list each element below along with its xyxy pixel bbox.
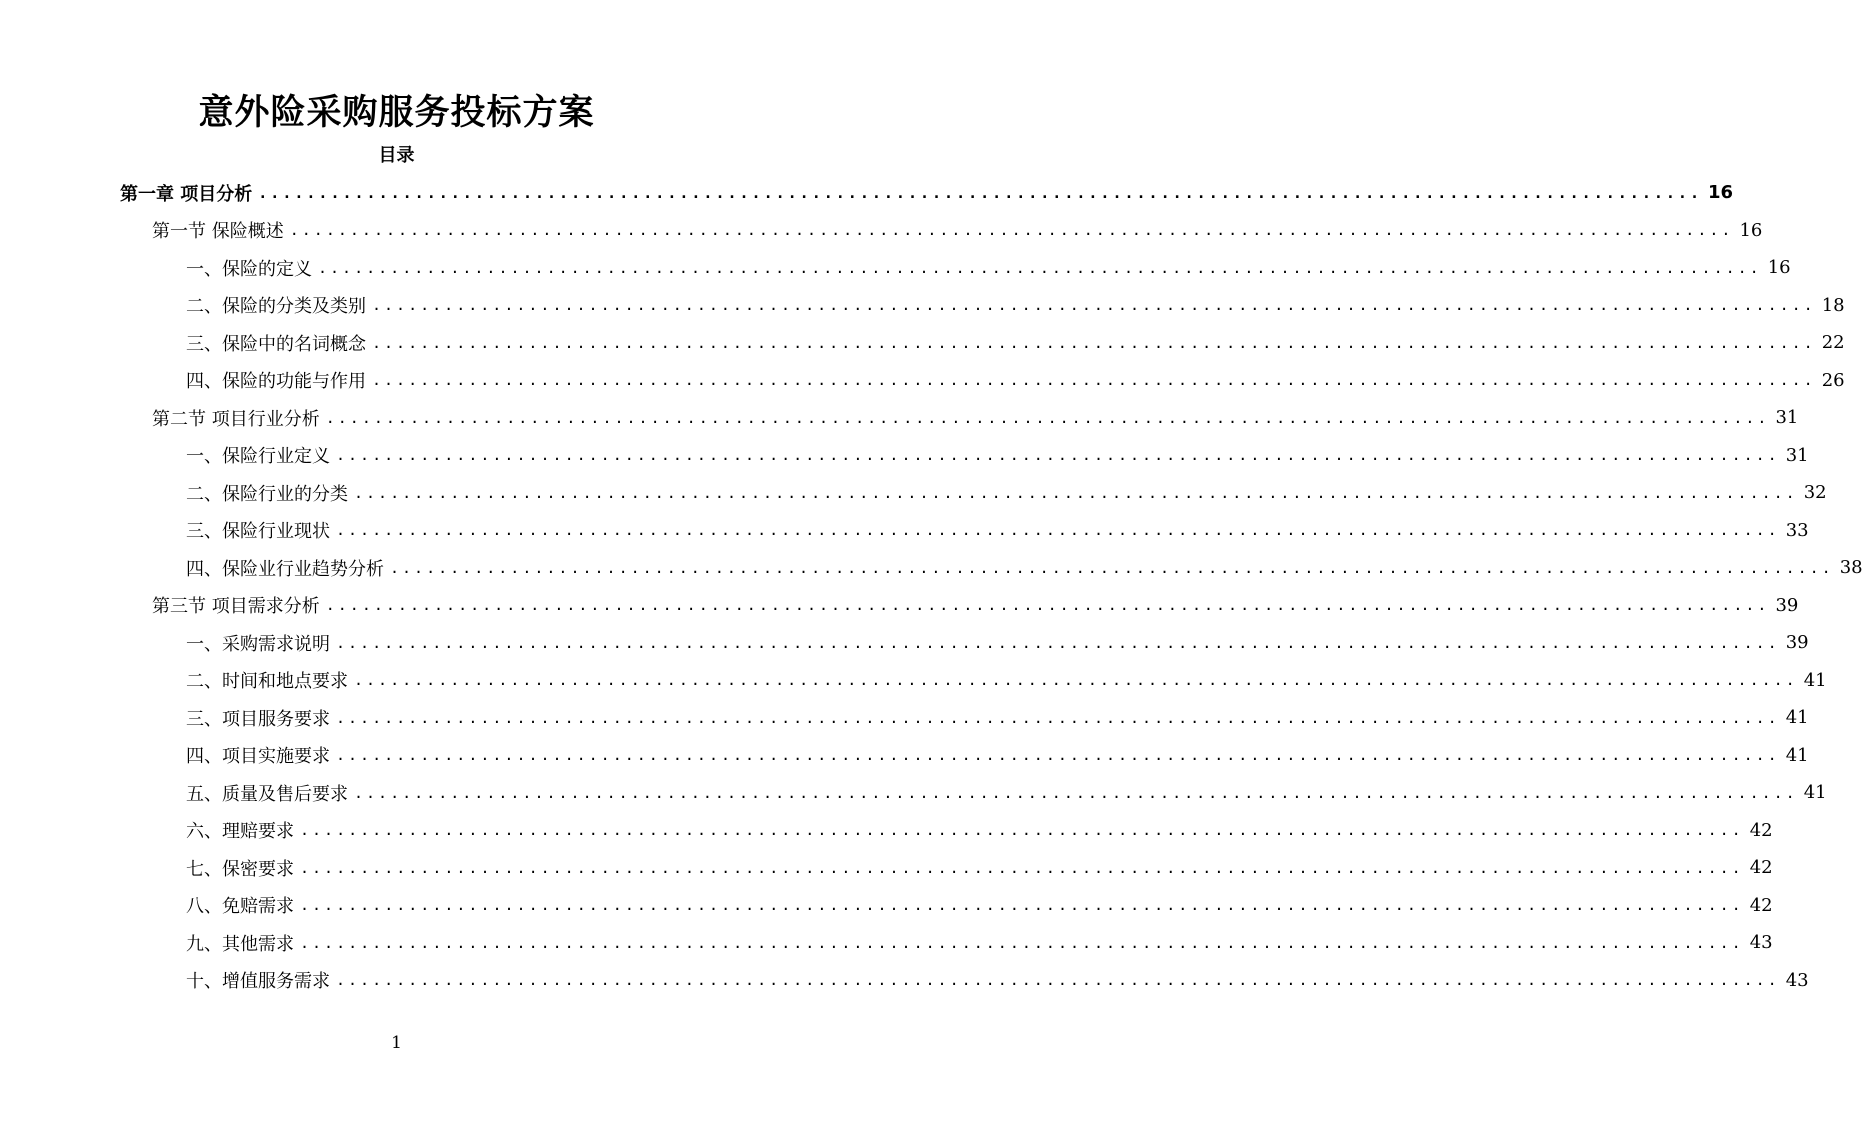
toc-entry-label: 一、保险的定义 [186, 258, 312, 280]
toc-dot-leader: ........................................................................................................................ [372, 333, 1816, 352]
toc-entry[interactable] [0, 437, 1809, 475]
toc-entry-label: 六、理赔要求 [186, 821, 294, 843]
toc-dot-leader: ........................................................................................................................ [336, 746, 1780, 765]
toc-entry-page: 33 [1785, 519, 1809, 541]
toc-entry[interactable] [0, 174, 1734, 212]
toc-entry-page: 42 [1749, 857, 1773, 879]
toc-entry-label: 四、保险业行业趋势分析 [186, 558, 384, 580]
toc-entry-label: 四、保险的功能与作用 [186, 371, 366, 393]
toc-entry[interactable] [0, 212, 1763, 250]
toc-entry[interactable] [0, 549, 1863, 587]
toc-entry-label: 七、保密要求 [186, 858, 294, 880]
toc-entry-label: 二、保险行业的分类 [186, 483, 348, 505]
toc-entry-page: 31 [1785, 444, 1809, 466]
toc-entry-label: 第三节 项目需求分析 [152, 596, 320, 618]
toc-entry-page: 42 [1749, 819, 1773, 841]
toc-entry[interactable] [0, 362, 1845, 400]
toc-dot-leader: ........................................................................................................................ [390, 558, 1834, 577]
toc-entry-page: 39 [1775, 594, 1799, 616]
toc-dot-leader: ........................................................................................................................ [354, 671, 1798, 690]
toc-entry[interactable] [0, 324, 1845, 362]
toc-entry[interactable] [0, 399, 1799, 437]
toc-dot-leader: ........................................................................................................................ [354, 483, 1798, 502]
toc-entry-label: 第一节 保险概述 [152, 221, 284, 243]
toc-entry-page: 38 [1839, 557, 1863, 579]
toc-dot-leader: ........................................................................................................................ [300, 821, 1744, 840]
toc-entry-label: 八、免赔需求 [186, 896, 294, 918]
toc-entry-label: 第一章 项目分析 [120, 183, 253, 205]
toc-dot-leader: ........................................................................................................................ [325, 596, 1770, 615]
page-number: 1 [391, 1033, 402, 1053]
toc-entry-label: 三、保险中的名词概念 [186, 333, 366, 355]
toc-entry-page: 41 [1803, 669, 1827, 691]
toc-heading: 目录 [378, 145, 415, 166]
toc-entry-label: 十、增值服务需求 [186, 971, 330, 993]
toc-entry[interactable] [0, 587, 1799, 625]
toc-entry-label: 四、项目实施要求 [186, 746, 330, 768]
toc-entry[interactable] [0, 512, 1809, 550]
toc-entry[interactable] [0, 924, 1773, 962]
toc-dot-leader: ........................................................................................................................ [336, 633, 1780, 652]
toc-entry[interactable] [0, 737, 1809, 775]
toc-dot-leader: ........................................................................................................................ [336, 971, 1780, 990]
toc-dot-leader: ........................................................................................................................ [258, 183, 1702, 202]
document-title: 意外险采购服务投标方案 [198, 93, 595, 133]
toc-entry-page: 16 [1767, 257, 1791, 279]
toc-entry-page: 41 [1785, 744, 1809, 766]
toc-entry-label: 三、项目服务要求 [186, 708, 330, 730]
toc-entry-page: 16 [1739, 219, 1763, 241]
toc-dot-leader: ........................................................................................................................ [318, 258, 1762, 277]
table-of-contents [0, 174, 1863, 999]
toc-entry-label: 二、时间和地点要求 [186, 671, 348, 693]
toc-entry[interactable] [0, 699, 1809, 737]
toc-dot-leader: ........................................................................................................................ [336, 521, 1780, 540]
toc-entry-page: 18 [1821, 294, 1845, 316]
toc-entry-page: 22 [1821, 332, 1845, 354]
toc-entry-page: 43 [1785, 969, 1809, 991]
toc-dot-leader: ........................................................................................................................ [336, 708, 1780, 727]
toc-entry-page: 41 [1785, 707, 1809, 729]
toc-entry-page: 43 [1749, 932, 1773, 954]
toc-entry-label: 一、保险行业定义 [186, 446, 330, 468]
toc-entry[interactable] [0, 287, 1845, 325]
toc-entry-label: 五、质量及售后要求 [186, 783, 348, 805]
toc-dot-leader: ........................................................................................................................ [300, 933, 1744, 952]
toc-dot-leader: ........................................................................................................................ [372, 296, 1816, 315]
toc-entry[interactable] [0, 887, 1773, 925]
toc-entry[interactable] [0, 812, 1773, 850]
toc-entry[interactable] [0, 624, 1809, 662]
toc-dot-leader: ........................................................................................................................ [372, 371, 1816, 390]
toc-dot-leader: ........................................................................................................................ [300, 896, 1744, 915]
toc-entry[interactable] [0, 774, 1827, 812]
toc-entry[interactable] [0, 249, 1791, 287]
toc-entry-page: 41 [1803, 782, 1827, 804]
toc-entry-page: 26 [1821, 369, 1845, 391]
toc-entry-label: 第二节 项目行业分析 [152, 408, 320, 430]
toc-dot-leader: ........................................................................................................................ [354, 783, 1798, 802]
toc-entry-page: 31 [1775, 407, 1799, 429]
toc-dot-leader: ........................................................................................................................ [336, 446, 1780, 465]
toc-entry-page: 16 [1707, 182, 1734, 204]
toc-dot-leader: ........................................................................................................................ [300, 858, 1744, 877]
toc-entry[interactable] [0, 849, 1773, 887]
toc-entry-label: 二、保险的分类及类别 [186, 296, 366, 318]
toc-entry-page: 42 [1749, 894, 1773, 916]
toc-dot-leader: ........................................................................................................................ [289, 221, 1734, 240]
toc-entry-page: 32 [1803, 482, 1827, 504]
toc-entry-label: 一、采购需求说明 [186, 633, 330, 655]
toc-entry[interactable] [0, 662, 1827, 700]
toc-entry-label: 三、保险行业现状 [186, 521, 330, 543]
toc-entry[interactable] [0, 474, 1827, 512]
toc-entry-label: 九、其他需求 [186, 933, 294, 955]
toc-entry-page: 39 [1785, 632, 1809, 654]
toc-dot-leader: ........................................................................................................................ [325, 408, 1770, 427]
toc-entry[interactable] [0, 962, 1809, 1000]
